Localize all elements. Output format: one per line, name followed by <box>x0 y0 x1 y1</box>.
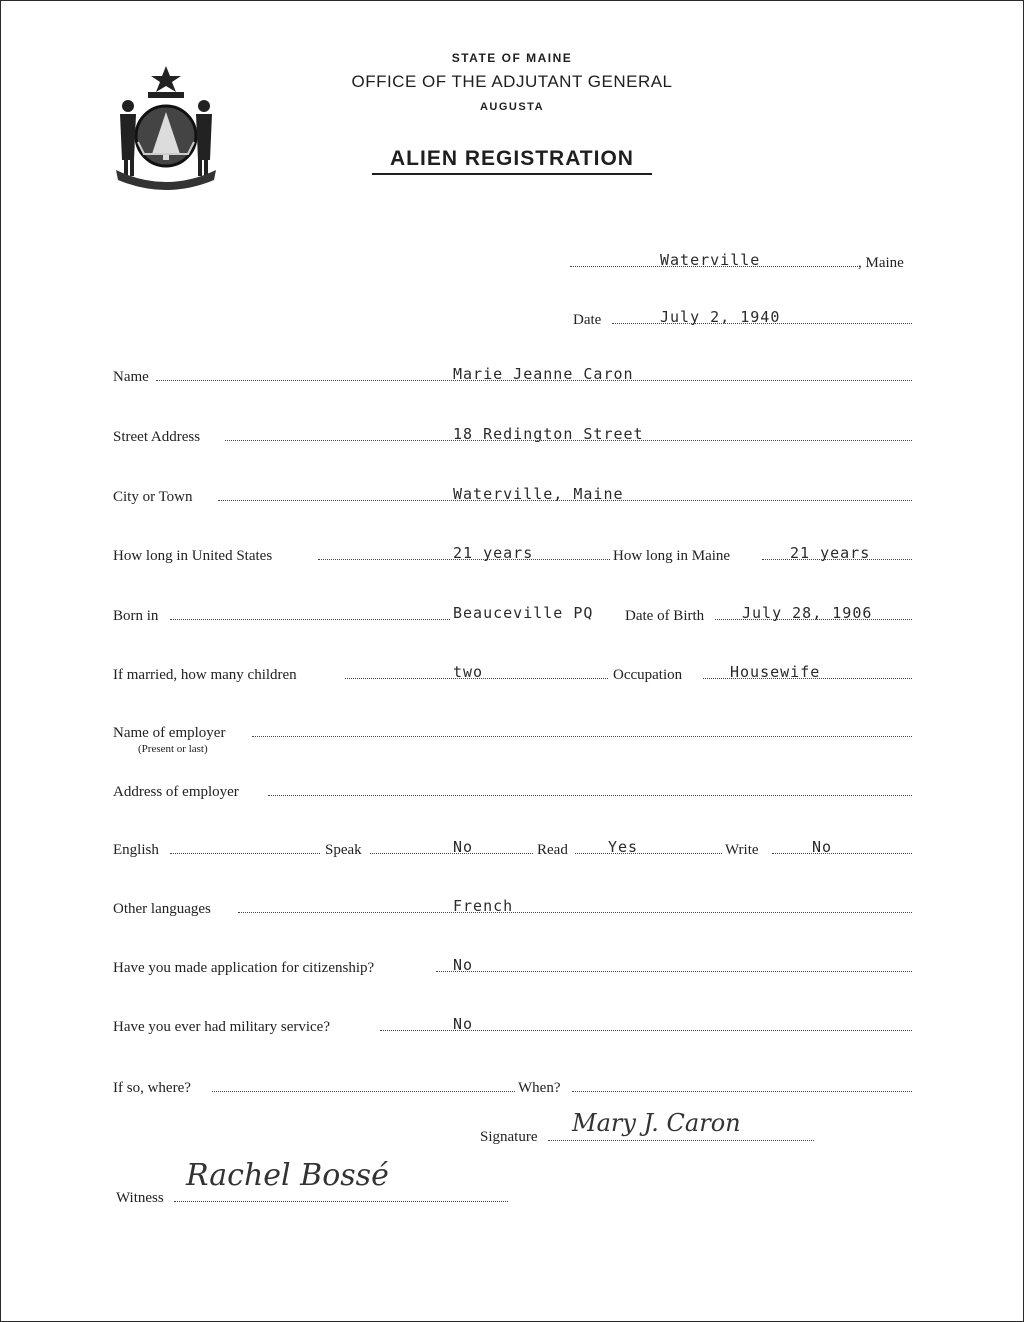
speak-label: Speak <box>325 842 362 858</box>
languages-label: Other languages <box>113 901 211 917</box>
maine-years-label: How long in Maine <box>613 548 731 564</box>
street-label: Street Address <box>113 429 201 445</box>
date-label: Date <box>573 312 602 328</box>
us-years-value[interactable]: 21 years <box>453 544 534 562</box>
children-label: If married, how many children <box>113 667 297 683</box>
signature-handwriting[interactable]: Mary J. Caron <box>572 1109 741 1137</box>
employer-label: Name of employer <box>113 725 226 741</box>
write-value[interactable]: No <box>812 838 833 856</box>
place-state-label: , Maine <box>858 255 904 271</box>
witness-label: Witness <box>116 1190 164 1206</box>
born-in-value[interactable]: Beauceville PQ <box>453 604 594 622</box>
city-value[interactable]: Waterville, Maine <box>453 485 624 503</box>
children-value[interactable]: two <box>453 663 484 681</box>
languages-value[interactable]: French <box>453 897 514 915</box>
place-city[interactable]: Waterville <box>660 251 761 269</box>
header-city: AUGUSTA <box>479 101 545 113</box>
dob-value[interactable]: July 28, 1906 <box>742 604 873 622</box>
witness-handwriting[interactable]: Rachel Bossé <box>186 1158 389 1193</box>
name-label: Name <box>113 369 149 385</box>
english-label: English <box>113 842 159 858</box>
employer-sublabel: (Present or last) <box>138 743 208 755</box>
citizenship-label: Have you made application for citizenship? <box>113 960 375 976</box>
street-value[interactable]: 18 Redington Street <box>453 425 644 443</box>
header-office: OFFICE OF THE ADJUTANT GENERAL <box>351 72 673 91</box>
employer-address-label: Address of employer <box>113 784 239 800</box>
occupation-label: Occupation <box>613 667 683 683</box>
name-value[interactable]: Marie Jeanne Caron <box>453 365 634 383</box>
dob-label: Date of Birth <box>625 608 705 624</box>
maine-years-value[interactable]: 21 years <box>790 544 871 562</box>
when-label: When? <box>518 1080 561 1096</box>
date-value[interactable]: July 2, 1940 <box>660 308 781 326</box>
us-years-label: How long in United States <box>113 548 273 564</box>
write-label: Write <box>725 842 759 858</box>
form-title: ALIEN REGISTRATION <box>390 147 634 170</box>
read-label: Read <box>537 842 568 858</box>
military-value[interactable]: No <box>453 1015 474 1033</box>
read-value[interactable]: Yes <box>608 838 639 856</box>
city-label: City or Town <box>113 489 193 505</box>
born-in-label: Born in <box>113 608 159 624</box>
signature-label: Signature <box>480 1129 538 1145</box>
occupation-value[interactable]: Housewife <box>730 663 821 681</box>
citizenship-value[interactable]: No <box>453 956 474 974</box>
header-state: STATE OF MAINE <box>451 51 573 65</box>
speak-value[interactable]: No <box>453 838 474 856</box>
title-underline <box>372 173 652 175</box>
where-label: If so, where? <box>113 1080 191 1096</box>
military-label: Have you ever had military service? <box>113 1019 330 1035</box>
